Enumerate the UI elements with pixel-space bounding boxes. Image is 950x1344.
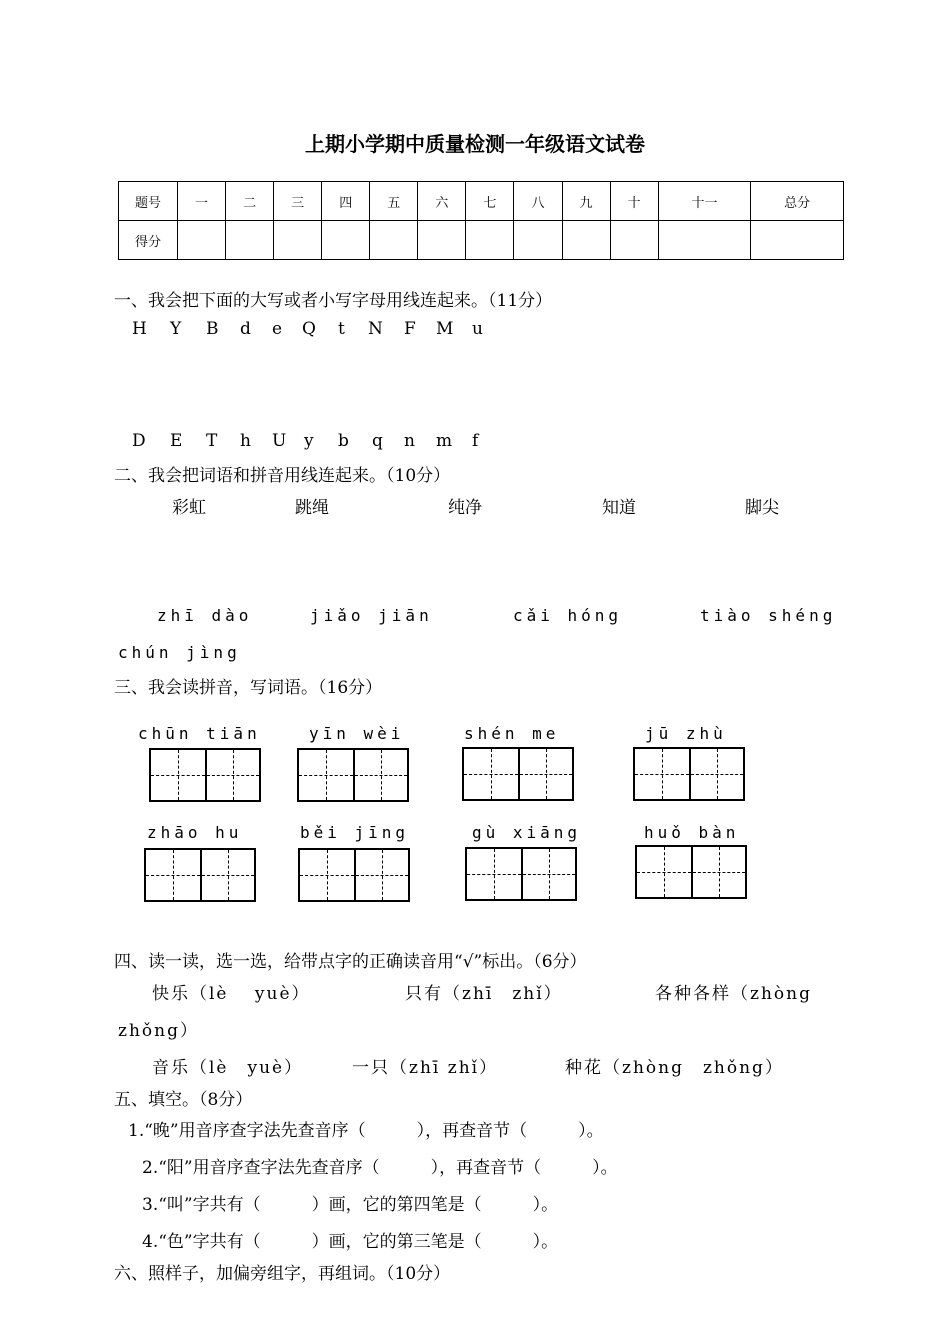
- letter[interactable]: U: [272, 431, 287, 451]
- question-item[interactable]: 快乐（lè yuè）: [152, 984, 311, 1004]
- letter[interactable]: y: [304, 431, 314, 451]
- writing-grid[interactable]: [298, 848, 410, 902]
- table-cell: 题号: [119, 182, 178, 221]
- pinyin-prompt: běi jīng: [300, 823, 410, 842]
- section-5-heading: 五、填空。（8分）: [114, 1090, 253, 1110]
- letter[interactable]: q: [372, 431, 383, 451]
- letter[interactable]: b: [338, 431, 349, 451]
- page-title: 上期小学期中质量检测一年级语文试卷: [305, 132, 645, 156]
- letter[interactable]: u: [472, 319, 483, 339]
- fill-blank-item[interactable]: 1.“晚”用音序查字法先查音序（ ），再查音节（ ）。: [128, 1121, 604, 1141]
- pinyin-prompt: yīn wèi: [309, 724, 405, 743]
- word[interactable]: 彩虹: [172, 498, 206, 518]
- section-4-heading: 四、读一读，选一选，给带点字的正确读音用“√”标出。（6分）: [114, 952, 587, 972]
- score-input-cell[interactable]: [418, 221, 466, 260]
- table-cell: 十: [610, 182, 658, 221]
- score-input-cell[interactable]: [370, 221, 418, 260]
- writing-grid[interactable]: [633, 747, 745, 801]
- word[interactable]: 知道: [602, 498, 636, 518]
- question-item[interactable]: 音乐（lè yuè）: [152, 1058, 304, 1078]
- table-cell: 四: [322, 182, 370, 221]
- score-input-cell[interactable]: [274, 221, 322, 260]
- writing-grid[interactable]: [144, 848, 256, 902]
- pinyin-prompt: jū zhù: [645, 724, 727, 743]
- letter[interactable]: H: [132, 319, 147, 339]
- table-row: [119, 221, 844, 260]
- writing-grid[interactable]: [297, 748, 409, 802]
- fill-blank-item[interactable]: 2.“阳”用音序查字法先查音序（ ），再查音节（ ）。: [142, 1158, 618, 1178]
- fill-blank-item[interactable]: 4.“色”字共有（ ）画，它的第三笔是（ ）。: [142, 1232, 559, 1252]
- score-table: [118, 181, 844, 260]
- word[interactable]: 脚尖: [745, 498, 779, 518]
- score-input-cell[interactable]: [562, 221, 610, 260]
- pinyin[interactable]: chún jìng: [118, 643, 241, 662]
- letter[interactable]: m: [436, 431, 453, 451]
- fill-blank-item[interactable]: 3.“叫”字共有（ ）画，它的第四笔是（ ）。: [142, 1195, 559, 1215]
- pinyin-prompt: zhāo hu: [147, 823, 243, 842]
- score-input-cell[interactable]: [514, 221, 562, 260]
- section-1-heading: 一、我会把下面的大写或者小写字母用线连起来。（11分）: [114, 291, 553, 311]
- letters-bottom-row: [132, 431, 512, 451]
- table-cell: 五: [370, 182, 418, 221]
- table-cell: 二: [226, 182, 274, 221]
- score-input-cell[interactable]: [658, 221, 751, 260]
- table-cell: 总分: [751, 182, 844, 221]
- letter[interactable]: N: [368, 319, 383, 339]
- score-input-cell[interactable]: [466, 221, 514, 260]
- word[interactable]: 跳绳: [295, 498, 329, 518]
- letter[interactable]: M: [436, 319, 454, 339]
- writing-grid[interactable]: [462, 747, 574, 801]
- question-item[interactable]: 各种各样（zhòng: [655, 984, 812, 1004]
- letter[interactable]: F: [404, 319, 416, 339]
- table-cell: 一: [178, 182, 226, 221]
- letter[interactable]: E: [170, 431, 183, 451]
- letter[interactable]: Q: [302, 319, 316, 339]
- letters-top-row: [132, 319, 512, 339]
- table-cell: 六: [418, 182, 466, 221]
- letter[interactable]: e: [272, 319, 283, 339]
- table-cell: 三: [274, 182, 322, 221]
- table-cell: 九: [562, 182, 610, 221]
- section-3-heading: 三、我会读拼音，写词语。（16分）: [114, 678, 383, 698]
- letter[interactable]: Y: [170, 319, 182, 339]
- question-item[interactable]: 只有（zhī zhǐ）: [405, 984, 563, 1004]
- pinyin[interactable]: jiǎo jiān: [310, 606, 433, 625]
- table-cell: 七: [466, 182, 514, 221]
- writing-grid[interactable]: [149, 748, 261, 802]
- letter[interactable]: f: [472, 431, 479, 451]
- letter[interactable]: n: [404, 431, 415, 451]
- question-item[interactable]: 种花（zhòng zhǒng）: [565, 1058, 784, 1078]
- score-input-cell[interactable]: [322, 221, 370, 260]
- question-item[interactable]: 一只（zhī zhǐ）: [352, 1058, 499, 1078]
- section-2-heading: 二、我会把词语和拼音用线连起来。（10分）: [114, 466, 451, 486]
- letter[interactable]: T: [206, 431, 218, 451]
- pinyin-prompt: chūn tiān: [138, 724, 261, 743]
- writing-grid[interactable]: [465, 847, 577, 901]
- pinyin-prompt: gù xiāng: [472, 823, 582, 842]
- pinyin[interactable]: cǎi hóng: [513, 606, 623, 625]
- word[interactable]: 纯净: [448, 498, 482, 518]
- table-cell: 得分: [119, 221, 178, 260]
- letter[interactable]: B: [206, 319, 219, 339]
- pinyin-prompt: huǒ bàn: [644, 823, 740, 842]
- score-input-cell[interactable]: [610, 221, 658, 260]
- question-item[interactable]: zhǒng）: [118, 1021, 199, 1041]
- table-cell: 十一: [658, 182, 751, 221]
- score-input-cell[interactable]: [226, 221, 274, 260]
- score-input-cell[interactable]: [178, 221, 226, 260]
- section-6-heading: 六、照样子，加偏旁组字，再组词。（10分）: [114, 1264, 451, 1284]
- writing-grid[interactable]: [635, 845, 747, 899]
- table-cell: 八: [514, 182, 562, 221]
- letter[interactable]: D: [132, 431, 146, 451]
- letter[interactable]: d: [240, 319, 251, 339]
- pinyin[interactable]: tiào shéng: [700, 606, 837, 625]
- score-input-cell[interactable]: [751, 221, 844, 260]
- pinyin[interactable]: zhī dào: [157, 606, 253, 625]
- pinyin-prompt: shén me: [464, 724, 560, 743]
- table-row: [119, 182, 844, 221]
- letter[interactable]: h: [240, 431, 251, 451]
- letter[interactable]: t: [338, 319, 345, 339]
